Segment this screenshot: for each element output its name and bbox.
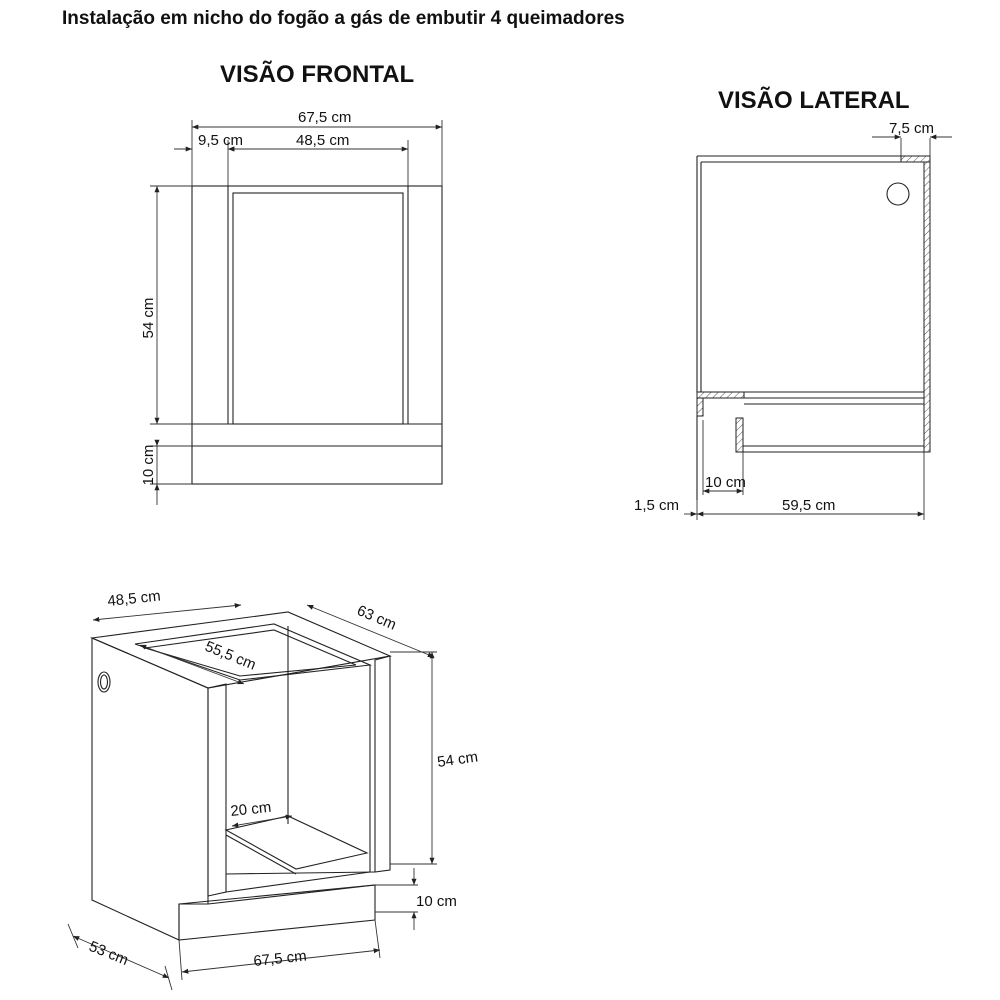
front-opening-width-label: 48,5 cm — [296, 132, 350, 149]
iso-bottom-width-label: 67,5 cm — [252, 947, 308, 970]
front-view — [140, 60, 442, 505]
iso-side-depth-label: 53 cm — [86, 937, 131, 970]
iso-top-depth-dimension — [307, 602, 434, 657]
side-view-cabinet — [697, 156, 930, 500]
iso-top-width-label: 48,5 cm — [106, 587, 162, 610]
front-opening-height-dimension — [140, 186, 157, 424]
side-view — [634, 86, 952, 520]
side-view-heading: VISÃO LATERAL — [718, 87, 910, 114]
front-view-cabinet — [192, 186, 442, 484]
iso-bottom-width-dimension — [179, 920, 380, 980]
iso-inner-depth-label: 55,5 cm — [202, 637, 259, 674]
side-front-offset-label: 1,5 cm — [634, 497, 680, 514]
side-back-panel-dimension — [872, 120, 952, 156]
iso-top-depth-label: 63 cm — [354, 602, 399, 634]
front-opening-width-dimension — [228, 132, 408, 149]
front-side-width-label: 9,5 cm — [198, 132, 244, 149]
front-side-width-dimension — [174, 132, 246, 149]
iso-base-height-dimension — [375, 868, 457, 930]
front-total-width-dimension — [192, 109, 442, 127]
iso-base-height-label: 10 cm — [416, 893, 457, 910]
page-title: Instalação em nicho do fogão a gás de embutir 4 queimadores — [62, 8, 625, 29]
side-step-label: 10 cm — [705, 474, 746, 491]
iso-side-depth-dimension — [68, 924, 172, 990]
side-depth-label: 59,5 cm — [782, 497, 836, 514]
front-base-height-dimension — [140, 440, 157, 505]
isometric-view — [68, 587, 479, 990]
front-view-heading: VISÃO FRONTAL — [220, 61, 415, 88]
side-back-panel-label: 7,5 cm — [889, 120, 935, 137]
iso-top-width-dimension — [93, 587, 241, 620]
iso-shelf-label: 20 cm — [229, 798, 273, 820]
front-total-width-label: 67,5 cm — [298, 109, 352, 126]
front-view-extension-lines — [150, 120, 442, 484]
front-opening-height-label: 54 cm — [140, 297, 157, 339]
front-base-height-label: 10 cm — [140, 444, 157, 486]
iso-height-dimension — [390, 652, 479, 864]
iso-inner-depth-dimension — [140, 638, 258, 684]
iso-height-label: 54 cm — [436, 748, 480, 771]
side-front-offset-dimension — [634, 497, 697, 520]
